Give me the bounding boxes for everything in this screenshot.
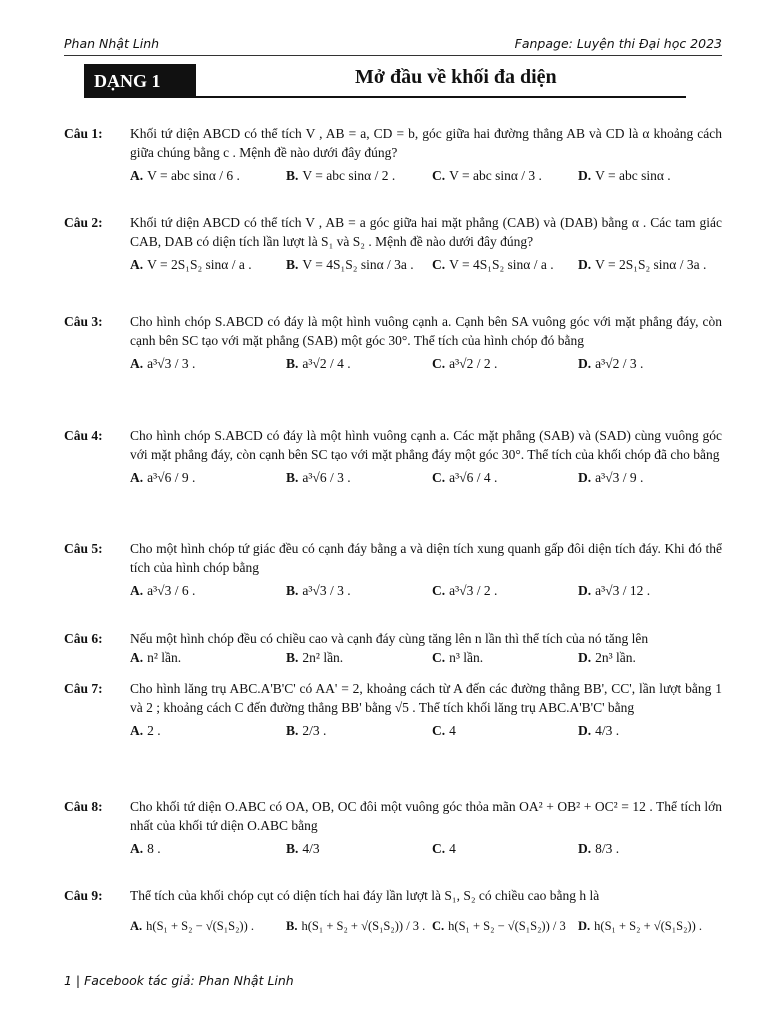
question-1 xyxy=(64,124,722,200)
options xyxy=(130,721,722,755)
question-text: Khối tứ diện ABCD có thể tích V , AB = a góc giữa hai mặt phẳng (CAB) và (DAB) bằng α . Các tam giác CAB, DAB có diện tích lần lượt là S₁ và S₂ . Mệnh đề nào dưới đây đúng? xyxy=(130,215,722,249)
question-number: Câu 5: xyxy=(64,541,103,556)
question-3 xyxy=(64,312,722,388)
option-c: C. 4 xyxy=(432,723,456,738)
options xyxy=(130,648,722,670)
question-number: Câu 4: xyxy=(64,428,103,443)
option-c: C. V = 4S₁S₂ sinα / a . xyxy=(432,257,554,272)
option-c: C. 4 xyxy=(432,841,456,856)
option-a: A. 2 . xyxy=(130,723,161,738)
option-b: B. 2n² lần. xyxy=(286,650,344,665)
header-fanpage: Fanpage: Luyện thi Đại học 2023 xyxy=(514,36,722,51)
option-b: B. a³√3 / 3 . xyxy=(286,583,351,598)
option-b: B. 4/3 xyxy=(286,841,320,856)
header-author: Phan Nhật Linh xyxy=(64,36,160,51)
option-a: A. h(S₁ + S₂ − √(S₁S₂)) . xyxy=(130,919,255,933)
option-a: A. 8 . xyxy=(130,841,161,856)
question-number: Câu 9: xyxy=(64,888,103,903)
question-number: Câu 6: xyxy=(64,631,103,646)
question-number: Câu 7: xyxy=(64,681,103,696)
option-a: A. n² lần. xyxy=(130,650,182,665)
question-text: Cho hình chóp S.ABCD có đáy là một hình vuông cạnh a. Cạnh bên SA vuông góc với mặt phẳng đáy, còn cạnh bên SC tạo với mặt phẳng (SAB) một góc 30°. Thể tích của hình chóp đó bằng xyxy=(130,314,722,348)
question-text: Cho khối tứ diện O.ABC có OA, OB, OC đôi một vuông góc thỏa mãn OA² + OB² + OC² = 12 . Thể tích lớn nhất của khối tứ diện O.ABC bằng xyxy=(130,799,722,833)
question-text: Cho một hình chóp tứ giác đều có cạnh đáy bằng a và diện tích xung quanh gấp đôi diện tích đáy. Khi đó thể tích của hình chóp bằng xyxy=(130,541,722,575)
question-text: Khối tứ diện ABCD có thể tích V , AB = a, CD = b, góc giữa hai đường thẳng AB và CD là α khoảng cách giữa chúng bằng c . Mệnh đề nào dưới đây đúng? xyxy=(130,126,722,160)
option-a: A. a³√3 / 6 . xyxy=(130,583,196,598)
question-number: Câu 1: xyxy=(64,126,103,141)
title-underline xyxy=(196,96,686,98)
option-c: C. a³√3 / 2 . xyxy=(432,583,498,598)
option-d: D. h(S₁ + S₂ + √(S₁S₂)) . xyxy=(578,919,703,933)
options xyxy=(130,468,722,502)
option-a: A. V = 2S₁S₂ sinα / a . xyxy=(130,257,252,272)
question-7 xyxy=(64,679,722,755)
option-d: D. V = 2S₁S₂ sinα / 3a . xyxy=(578,257,707,272)
option-d: D. 4/3 . xyxy=(578,723,620,738)
question-4 xyxy=(64,426,722,502)
option-b: B. 2/3 . xyxy=(286,723,327,738)
option-d: D. a³√3 / 12 . xyxy=(578,583,651,598)
question-6 xyxy=(64,629,722,670)
option-c: C. n³ lần. xyxy=(432,650,484,665)
page-footer: 1 | Facebook tác giả: Phan Nhật Linh xyxy=(64,973,294,988)
option-d: D. V = abc sinα . xyxy=(578,168,671,183)
option-b: B. V = abc sinα / 2 . xyxy=(286,168,396,183)
question-text: Cho hình lăng trụ ABC.A'B'C' có AA' = 2, khoảng cách từ A đến các đường thẳng BB', CC', lần lượt bằng 1 và 2 ; khoảng cách C đến đường thẳng BB' bằng √5 . Thể tích khối lăng trụ ABC.A'B'C' bằng xyxy=(130,681,722,715)
option-c: C. h(S₁ + S₂ − √(S₁S₂)) / 3 xyxy=(432,919,566,933)
options xyxy=(130,354,722,388)
option-b: B. a³√6 / 3 . xyxy=(286,470,351,485)
question-5 xyxy=(64,539,722,615)
option-b: B. V = 4S₁S₂ sinα / 3a . xyxy=(286,257,414,272)
options xyxy=(130,917,722,951)
question-2 xyxy=(64,213,722,289)
question-number: Câu 8: xyxy=(64,799,103,814)
option-d: D. 8/3 . xyxy=(578,841,620,856)
question-number: Câu 3: xyxy=(64,314,103,329)
option-d: D. 2n³ lần. xyxy=(578,650,636,665)
option-c: C. V = abc sinα / 3 . xyxy=(432,168,542,183)
header-divider xyxy=(64,55,722,56)
question-9 xyxy=(64,886,722,951)
section-title: Mở đầu về khối đa diện xyxy=(355,66,557,88)
option-b: B. h(S₁ + S₂ + √(S₁S₂)) / 3 . xyxy=(286,919,426,933)
question-text: Cho hình chóp S.ABCD có đáy là một hình vuông cạnh a. Các mặt phẳng (SAB) và (SAD) cùng vuông góc với mặt phẳng đáy, còn cạnh bên SC tạo với mặt phẳng đáy một góc 30°. Thể tích của khối chóp đã cho bằng xyxy=(130,428,722,462)
options xyxy=(130,839,722,873)
question-text: Nếu một hình chóp đều có chiều cao và cạnh đáy cùng tăng lên n lần thì thể tích của nó tăng lên xyxy=(130,631,649,646)
option-a: A. a³√6 / 9 . xyxy=(130,470,196,485)
option-d: D. a³√3 / 9 . xyxy=(578,470,644,485)
options xyxy=(130,166,722,200)
page-header xyxy=(64,36,722,54)
options xyxy=(130,255,722,289)
question-8 xyxy=(64,797,722,873)
option-d: D. a³√2 / 3 . xyxy=(578,356,644,371)
question-number: Câu 2: xyxy=(64,215,103,230)
option-c: C. a³√6 / 4 . xyxy=(432,470,498,485)
option-a: A. V = abc sinα / 6 . xyxy=(130,168,240,183)
option-c: C. a³√2 / 2 . xyxy=(432,356,498,371)
options xyxy=(130,581,722,615)
option-b: B. a³√2 / 4 . xyxy=(286,356,351,371)
option-a: A. a³√3 / 3 . xyxy=(130,356,196,371)
section-tag: DẠNG 1 xyxy=(84,64,196,98)
question-text: Thể tích của khối chóp cụt có diện tích hai đáy lần lượt là S₁, S₂ có chiều cao bằng h là xyxy=(130,888,600,903)
